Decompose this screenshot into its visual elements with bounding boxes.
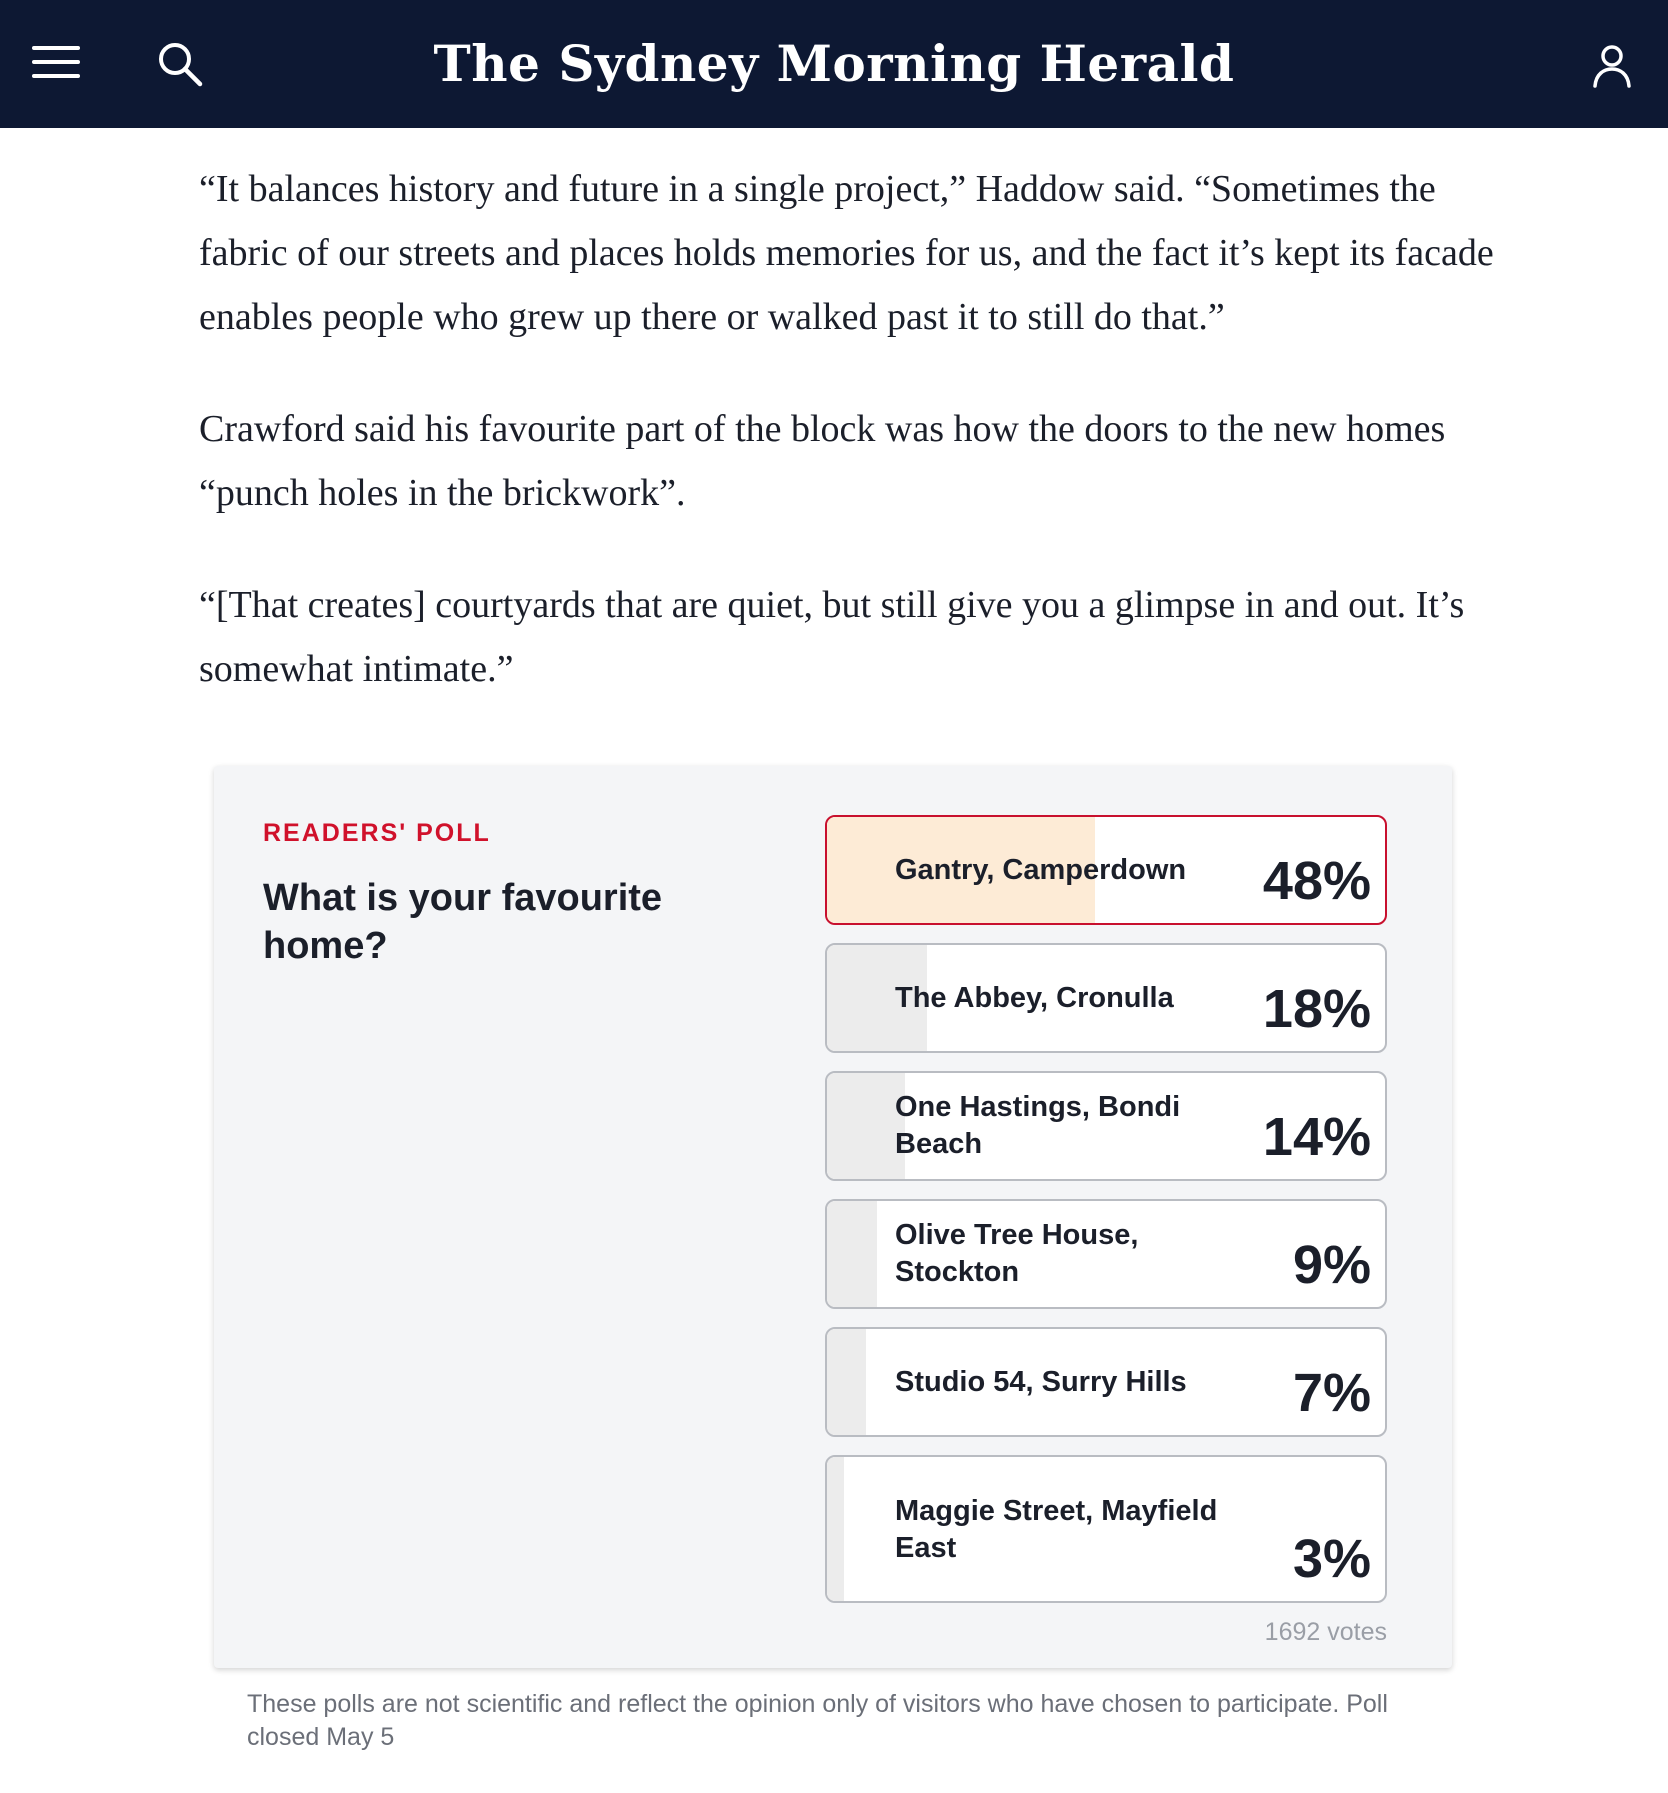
poll-eyebrow: READERS' POLL	[263, 819, 491, 847]
vote-count: 1692 votes	[1264, 1618, 1387, 1646]
poll-result-bar	[827, 1329, 866, 1435]
poll-option-percent: 3%	[1292, 1529, 1371, 1589]
poll-option[interactable]	[825, 1199, 1387, 1309]
masthead-logo[interactable]: The Sydney Morning Herald	[433, 34, 1235, 93]
article-body	[199, 157, 1499, 749]
article-paragraph: Crawford said his favourite part of the block was how the doors to the new homes “punch holes in the brickwork”.	[199, 408, 1446, 514]
poll-option[interactable]	[825, 1327, 1387, 1437]
poll-question: What is your favourite home?	[263, 877, 663, 967]
poll-option-label: Studio 54, Surry Hills	[895, 1365, 1187, 1398]
poll-option-label: Gantry, Camperdown	[895, 853, 1187, 886]
poll-option-label: The Abbey, Cronulla	[895, 981, 1174, 1014]
site-header	[0, 0, 1668, 128]
poll-option-percent: 48%	[1262, 851, 1371, 911]
poll-result-bar	[827, 1457, 844, 1601]
poll-option-label: Maggie Street, Mayfield East	[895, 1495, 1218, 1564]
readers-poll	[214, 766, 1452, 1668]
poll-option[interactable]	[825, 815, 1387, 925]
poll-option-percent: 18%	[1262, 979, 1371, 1039]
poll-option-percent: 14%	[1262, 1107, 1371, 1167]
poll-option-label: Olive Tree House, Stockton	[895, 1219, 1139, 1288]
poll-result-bar	[827, 1073, 905, 1179]
account-icon[interactable]	[1592, 44, 1632, 88]
poll-option[interactable]	[825, 1071, 1387, 1181]
article-paragraph: “[That creates] courtyards that are quiet, but still give you a glimpse in and out. It’s somewhat intimate.”	[199, 584, 1465, 690]
poll-options	[825, 815, 1387, 1621]
poll-option-percent: 9%	[1292, 1235, 1371, 1295]
poll-disclaimer: These polls are not scientific and reflect the opinion only of visitors who have chosen to participate. Poll closed May 5	[247, 1690, 1388, 1751]
poll-result-bar	[827, 1201, 877, 1307]
poll-option-percent: 7%	[1292, 1363, 1371, 1423]
article-paragraph: “It balances history and future in a single project,” Haddow said. “Sometimes the fabric of our streets and places holds memories for us, and the fact it’s kept its facade enables people who grew up there or walked past it to still do that.”	[199, 168, 1494, 338]
poll-option[interactable]	[825, 943, 1387, 1053]
poll-option[interactable]	[825, 1455, 1387, 1603]
poll-option-label: One Hastings, Bondi Beach	[895, 1091, 1181, 1160]
